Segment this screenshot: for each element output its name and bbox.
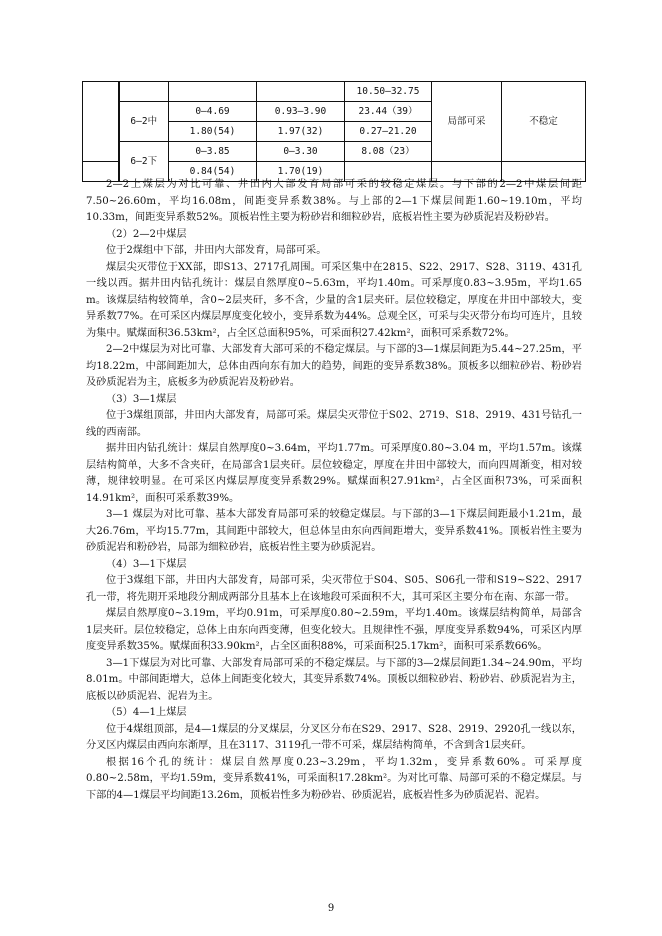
table-cell: 8.08（23） [345,142,432,162]
paragraph: 根据16个孔的统计：煤层自然厚度0.23~3.29m，平均1.32m，变异系数60%。可采厚度0.80~2.58m，平均1.59m，变异系数41%，可采面积17.28km²。为对比可靠、局部可采的不稳定煤层。与下部的4—1煤层平均间距13.26m，顶板岩性多为粉砂岩、砂质泥岩，底板岩性多为砂质泥岩、泥岩。 [86,756,582,801]
table-cell: 0.93—3.90 [257,102,345,122]
paragraph: 煤层自然厚度0~3.19m，平均0.91m，可采厚度0.80~2.59m，平均1.40m。该煤层结构简单，局部含1层夹矸。层位较稳定，总体上由东向西变薄，但变化较大。且规律性不强，厚度变异系数94%，可采区内厚度变异系数35%。赋煤面积33.90km²，占全区面积88%，可采面积25.17km²，面积可采系数66%。 [86,608,582,652]
table-cell: 0—3.85 [169,142,257,162]
table-cell: 1.70(19) [257,162,345,182]
paragraph: 据井田内钻孔统计：煤层自然厚度0~3.64m，平均1.77m。可采厚度0.80~3.04 m，平均1.57m。该煤层结构简单，大多不含夹矸，在局部含1层夹矸。层位较稳定，厚度在井田中部较大，而向四周渐变，相对较薄，规律较明显。在可采区内煤层厚度变异系数29%。赋煤面积27.91km²，占全区面积73%，可采面积14.91km²，面积可采系数39%。 [86,443,582,504]
table-cell: 6—2中 [119,102,169,142]
body-text [86,177,582,804]
table-cell: 0.84(54) [169,162,257,182]
section-heading: （4）3—1下煤层 [106,558,187,570]
paragraph: 位于3煤组下部，井田内大部发育，局部可采，尖灭带位于S04、S05、S06孔一带和S19~S22、2917孔一带，将先期开采地段分割成两部分且基本上在该地段可采面积不大，其可采区主要分布在南、东部一带。 [86,575,582,603]
table-cell: 局部可采 [432,82,502,162]
paragraph: 位于2煤组中下部，井田内大部发育，局部可采。 [106,245,327,256]
table-cell [257,82,345,102]
table-cell: 0—3.30 [257,142,345,162]
table-cell: 1.97(32) [257,122,345,142]
table-cell: 不稳定 [502,82,586,162]
paragraph: 2—2上煤层为对比可靠、井田内大部发育局部可采的较稳定煤层。与下部的2—2中煤层间距7.50~26.60m，平均16.08m，间距变异系数38%。与上部的2—1下煤层间距1.60~19.10m，平均10.33m，间距变异系数52%。顶板岩性主要为粉砂岩和细粒砂岩，底板岩性主要为砂质泥岩及粉砂岩。 [86,179,582,223]
table-cell: 0—4.69 [169,102,257,122]
table-cell [83,82,119,162]
paragraph: 煤层尖灭带位于XX部，即S13、2717孔周围。可采区集中在2815、S22、2917、S28、3119、431孔一线以西。据井田内钻孔统计：煤层自然厚度0~5.63m，平均1.40m。可采厚度0.83~3.95m，平均1.65 m。该煤层结构较简单，含0~2层夹矸，多不含，少量的含1层夹矸。层位较稳定，厚度在井田中部较大，变异系数77%。在可采区内煤层厚度变化较小，变异系数为44%。总观全区，可采与尖灭带分布均可连片，且较为集中。赋煤面积36.53km²，占全区总面积95%，可采面积27.42km²，面积可采系数72%。 [86,261,582,339]
paragraph: 位于4煤组顶部，是4—1煤层的分叉煤层，分叉区分布在S29、2917、S28、2919、2920孔一线以东，分叉区内煤层由西向东渐厚，且在3117、3119孔一带不可采，煤层结构简单，不含到含1层夹矸。 [86,723,582,751]
table-cell: 6—2下 [119,142,169,182]
table-cell: 0.27—21.20 [345,122,432,142]
coal-seam-table [82,81,586,182]
paragraph: 3—1下煤层为对比可靠、大部发育局部可采的不稳定煤层。与下部的3—2煤层间距1.34~24.90m，平均8.01m。中部间距增大，总体上间距变化较大，其变异系数74%。顶板以细粒砂岩、粉砂岩、砂质泥岩为主，底板以砂质泥岩、泥岩为主。 [86,657,582,702]
table-cell: 10.50—32.75 [345,82,432,102]
table-cell: 23.44（39） [345,102,432,122]
table-row [83,82,586,102]
paragraph: 位于3煤组顶部，井田内大部发育，局部可采。煤层尖灭带位于S02、2719、S18、2919、431号钻孔一线的西南部。 [86,410,582,438]
paragraph: 2—2中煤层为对比可靠、大部发育大部可采的不稳定煤层。与下部的3—1煤层间距为5.44~27.25m，平均18.22m，中部间距加大，总体由西向东有加大的趋势，间距的变异系数38%。顶板多以细粒砂岩、粉砂岩及砂质泥岩为主，底板多为砂质泥岩及粉砂岩。 [86,344,582,388]
table-cell [169,82,257,102]
section-heading: （3）3—1煤层 [106,393,177,405]
page-number: 9 [327,903,335,914]
section-heading: （2）2—2中煤层 [106,228,187,240]
table-cell: 1.80(54) [169,122,257,142]
section-heading: （5）4—1上煤层 [106,707,187,718]
paragraph: 3—1 煤层为对比可靠、基本大部发育局部可采的较稳定煤层。与下部的3—1下煤层间距最小1.21m，最大26.76m，平均15.77m，其间距中部较大，但总体呈由东向西间距增大，变异系数41%。顶板岩性主要为砂质泥岩和粉砂岩，局部为细粒砂岩，底板岩性主要为砂质泥岩。 [86,509,582,553]
table-cell [119,82,169,102]
